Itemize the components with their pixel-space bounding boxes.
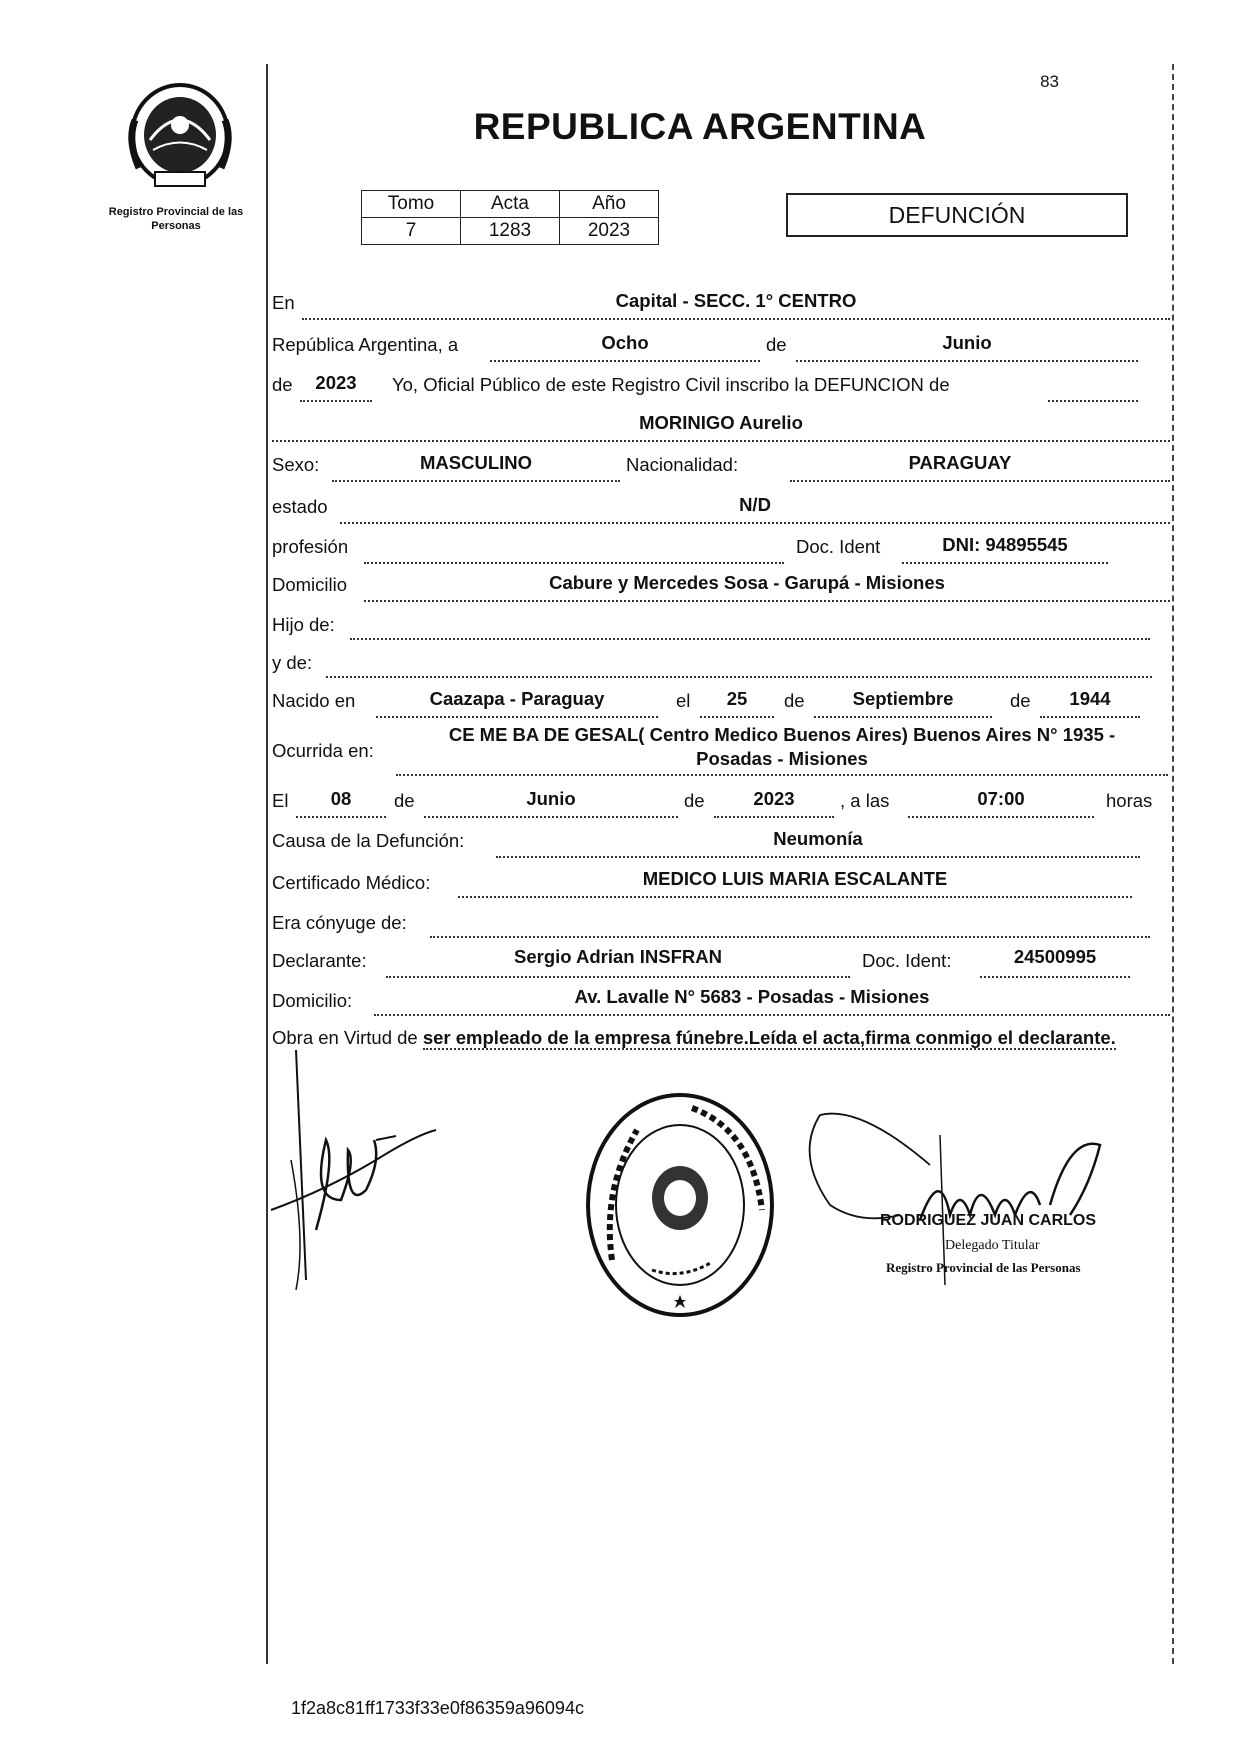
ocurrida-line2: Posadas - Misiones [696,748,868,769]
inscribo-text: Yo, Oficial Público de este Registro Civil inscribo la DEFUNCION de [392,374,950,395]
death-month-dots [424,816,678,818]
hijo-dots [350,638,1150,640]
death-day: 08 [330,788,352,809]
de-label-6: de [684,790,705,811]
estado-value: N/D [739,494,771,515]
declarante-dots [386,976,850,978]
value-tomo: 7 [362,218,461,245]
sexo-value: MASCULINO [419,452,533,473]
nacionalidad-label: Nacionalidad: [626,454,739,475]
domicilio-value: Cabure y Mercedes Sosa - Garupá - Misiones [549,572,945,593]
birth-year-dots [1040,716,1140,718]
page-title: REPUBLICA ARGENTINA [473,106,927,147]
obra-value: ser empleado de la empresa fúnebre.Leída el acta,firma conmigo el declarante. [422,1027,1116,1048]
official-seal [582,1090,778,1320]
nacido-label: Nacido en [272,690,356,711]
el-label: el [676,690,691,711]
y-de-label: y de: [272,652,313,673]
value-anio: 2023 [560,218,659,245]
en-value: Capital - SECC. 1° CENTRO [615,290,857,311]
declarante-doc: 24500995 [1013,946,1097,967]
nacido-value: Caazapa - Paraguay [429,688,605,709]
death-time: 07:00 [977,788,1025,809]
domicilio-label-2: Domicilio: [272,990,353,1011]
death-month: Junio [526,788,576,809]
certificado-dots [458,896,1132,898]
profesion-dots [364,562,784,564]
day-dots [490,360,760,362]
de-label-4: de [1010,690,1031,711]
profesion-label: profesión [272,536,349,557]
name-dots [272,440,1170,442]
right-margin-line [1172,64,1174,1664]
doc-ident-label-2: Doc. Ident: [862,950,952,971]
a-las-label: , a las [840,790,890,811]
causa-value: Neumonía [773,828,863,849]
page-number: 83 [1040,72,1059,91]
declarante-value: Sergio Adrian INSFRAN [514,946,722,967]
nacionalidad-value: PARAGUAY [908,452,1012,473]
death-day-dots [296,816,386,818]
doc-ident-dots [902,562,1108,564]
nacionalidad-dots [790,480,1170,482]
declarante-label: Declarante: [272,950,367,971]
declarante-domicilio-dots [374,1014,1170,1016]
de-label-2: de [272,374,293,395]
de-label-1: de [766,334,787,355]
day-word: Ocho [601,332,649,353]
sexo-label: Sexo: [272,454,320,475]
header-anio: Año [560,191,659,218]
conyuge-dots [430,936,1150,938]
y-de-dots [326,676,1152,678]
el-label-2: El [272,790,289,811]
death-year-dots [714,816,834,818]
certificado-label: Certificado Médico: [272,872,431,893]
document-type-box: DEFUNCIÓN [786,193,1128,237]
domicilio-label: Domicilio [272,574,348,595]
domicilio-dots [364,600,1170,602]
nacido-dots [376,716,658,718]
estado-dots [340,522,1170,524]
left-margin-line [266,64,268,1664]
year-value: 2023 [315,372,357,393]
hijo-label: Hijo de: [272,614,335,635]
en-dots [302,318,1170,320]
document-hash: 1f2a8c81ff1733f33e0f86359a96094c [291,1698,584,1718]
declarant-signature [266,1040,446,1290]
horas-label: horas [1106,790,1153,811]
en-label: En [272,292,295,313]
logo-caption: Registro Provincial de las Personas [108,206,244,232]
death-year: 2023 [753,788,795,809]
de-label-3: de [784,690,805,711]
death-time-dots [908,816,1094,818]
birth-day-dots [700,716,774,718]
causa-label: Causa de la Defunción: [272,830,465,851]
coat-of-arms-logo [125,80,235,190]
birth-day: 25 [726,688,748,709]
conyuge-label: Era cónyuge de: [272,912,407,933]
official-org: Registro Provincial de las Personas [886,1260,1081,1275]
republica-label: República Argentina, a [272,334,459,355]
ocurrida-label: Ocurrida en: [272,740,374,761]
declarante-domicilio: Av. Lavalle N° 5683 - Posadas - Misiones [574,986,930,1007]
registry-table [361,190,659,245]
inscribo-dots [1048,400,1138,402]
estado-label: estado [272,496,328,517]
doc-ident-value: DNI: 94895545 [942,534,1068,555]
certificado-value: MEDICO LUIS MARIA ESCALANTE [642,868,948,889]
doc-ident-label: Doc. Ident [796,536,881,557]
ocurrida-dots [396,774,1168,776]
month-dots [796,360,1138,362]
header-acta: Acta [461,191,560,218]
birth-month-dots [814,716,992,718]
month-word: Junio [942,332,992,353]
year-dots [300,400,372,402]
obra-label: Obra en Virtud de [272,1027,418,1048]
official-role: Delegado Titular [945,1238,1040,1253]
birth-year: 1944 [1069,688,1111,709]
birth-month: Septiembre [852,688,954,709]
sexo-dots [332,480,620,482]
value-acta: 1283 [461,218,560,245]
causa-dots [496,856,1140,858]
header-tomo: Tomo [362,191,461,218]
ocurrida-line1: CE ME BA DE GESAL( Centro Medico Buenos Aires) Buenos Aires N° 1935 - [448,724,1116,745]
declarante-doc-dots [980,976,1130,978]
deceased-name: MORINIGO Aurelio [639,412,803,433]
de-label-5: de [394,790,415,811]
official-name: RODRIGUEZ JUAN CARLOS [880,1212,1097,1229]
